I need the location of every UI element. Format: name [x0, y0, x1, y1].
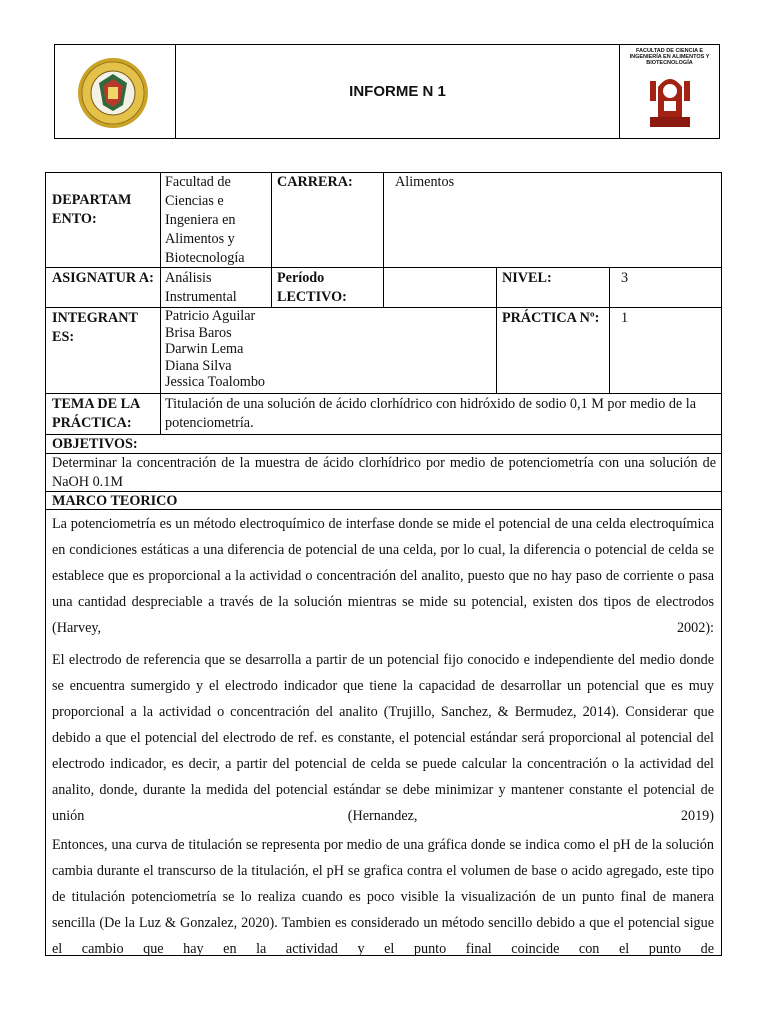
integrante-name: Diana Silva	[165, 357, 232, 374]
marco-paragraph: La potenciometría es un método electroquímico de interfase donde se mide el potencial de una celda electroquímica en condiciones estáticas a una diferencia de potencial de una celda, por lo cual, la diferencia o potencial de celda se establece que es proporcional a la actividad o concentración del analito, puesto que no hay paso de corriente o pasa una cantidad despreciable a través de la solución mientras se mide su potencial, existen dos tipos de electrodos (Harvey, 2002):	[52, 516, 714, 636]
tema-value: Titulación de una solución de ácido clorhídrico con hidróxido de sodio 0,1 M por medio de la potenciometría.	[165, 396, 697, 431]
university-seal-logo	[77, 57, 149, 129]
asignatura-value: Análisis Instrumental	[165, 270, 237, 305]
practica-value: 1	[621, 310, 629, 326]
departamento-label: DEPARTAM ENTO:	[52, 192, 132, 227]
departamento-value: Facultad de Ciencias e Ingeniera en Alimentos y Biotecnología	[165, 174, 245, 266]
integrantes-list	[165, 308, 385, 391]
marco-paragraph: El electrodo de referencia que se desarrolla a partir de un potencial fijo conocido e independiente del medio donde se encuentra sumergido y el electrodo indicador que tiene la capacidad de desarrollar un potencial que es muy proporcional a la actividad o concentración del analito (Trujillo, Sanchez, & Bermudez, 2014). Considerar que debido a que el potencial del electrodo de ref. es constante, el potencial estándar será proporcional al potencial del electrodo indicador, es decir, a partir del potencial de celda se puede calcular la concentración o la actividad del analito, donde, durante la medida del potencial estándar se debe minimizar y mantener constante el potencial de unión (Hernandez, 2019)	[52, 652, 714, 824]
carrera-value: Alimentos	[395, 174, 455, 190]
report-title: INFORME N 1	[349, 83, 446, 100]
nivel-value: 3	[621, 270, 629, 286]
marco-paragraph: Entonces, una curva de titulación se representa por medio de una gráfica donde se indica como el pH de la solución cambia durante el transcurso de la titulación, el pH se grafica contra el volumen de base o acido agregado, este tipo de titulación potenciometría se lo realiza cuando es poco visible la visualización de un punto final de manera sencilla (De la Luz & Gonzalez, 2020). Tambien es considerado un método sencillo debido a que el potencial sigue el cambio que hay en la actividad y el punto final coincide con el punto de	[52, 837, 714, 957]
integrante-name: Brisa Baros	[165, 324, 232, 341]
report-table	[45, 172, 722, 956]
report-header	[54, 44, 720, 139]
integrante-name: Patricio Aguilar	[165, 308, 256, 324]
integrante-name: Jessica Toalombo	[165, 374, 266, 390]
integrantes-label: INTEGRANT ES:	[52, 310, 138, 345]
objetivos-label: OBJETIVOS:	[52, 436, 138, 452]
asignatura-label: ASIGNATUR A:	[52, 270, 154, 286]
left-logo-cell	[55, 45, 176, 138]
nivel-label: NIVEL:	[502, 270, 552, 286]
periodo-label: Período LECTIVO:	[277, 270, 347, 305]
integrante-name: Darwin Lema	[165, 341, 244, 357]
marco-teorico-label: MARCO TEORICO	[52, 493, 178, 509]
tema-label: TEMA DE LA PRÁCTICA:	[52, 396, 140, 431]
faculty-logo-caption: FACULTAD DE CIENCIA E INGENIERÍA EN ALIMENTOS Y BIOTECNOLOGÍA	[629, 48, 710, 66]
carrera-label: CARRERA:	[277, 174, 353, 190]
objetivos-value: Determinar la concentración de la muestra de ácido clorhídrico por medio de potenciometría con una solución de NaOH 0.1M	[52, 455, 716, 490]
faculty-logo	[644, 67, 696, 129]
right-logo-cell	[619, 45, 719, 138]
practica-label: PRÁCTICA Nº:	[502, 310, 600, 326]
